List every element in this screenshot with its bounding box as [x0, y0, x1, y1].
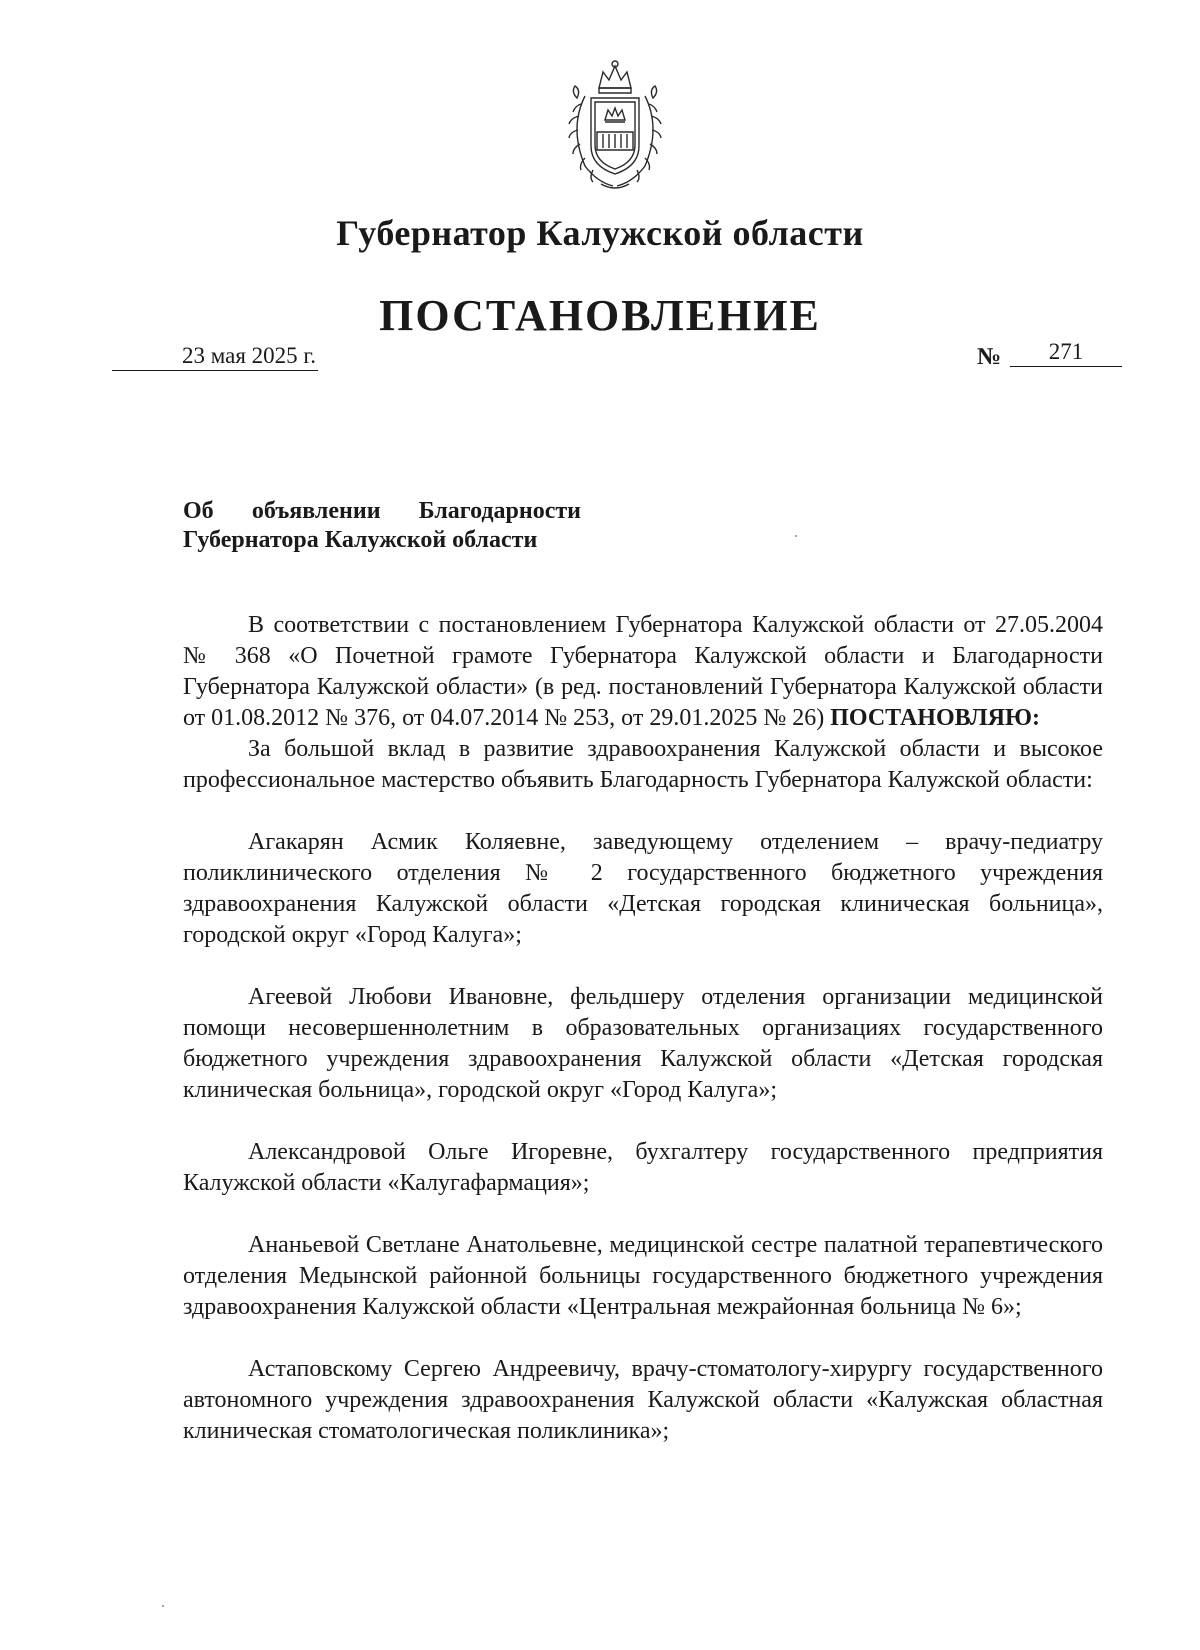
document-subject: [183, 497, 581, 555]
document-date: 23 мая 2025 г.: [112, 342, 318, 371]
intro-paragraph: За большой вклад в развитие здравоохранения Калужской области и высокое профессиональное мастерство объявить Благодарность Губернатора Калужской области:: [183, 736, 1103, 793]
scan-speck: [795, 535, 797, 537]
document-body: [183, 610, 1103, 1447]
recipient-paragraph: Астаповскому Сергею Андреевичу, врачу-стоматологу-хирургу государственного автономного учреждения здравоохранения Калужской области «Калужская областная клиническая стоматологическая поликлиника»;: [183, 1356, 1103, 1444]
recipient-paragraph: Александровой Ольге Игоревне, бухгалтеру государственного предприятия Калужской области «Калугафармация»;: [183, 1139, 1103, 1196]
document-number: 271: [1010, 338, 1122, 367]
issuing-authority: Губернатор Калужской области: [336, 213, 864, 253]
decree-word: ПОСТАНОВЛЯЮ:: [830, 705, 1040, 731]
recipient-paragraph: Агакарян Асмик Коляевне, заведующему отделением – врачу-педиатру поликлинического отделения № 2 государственного бюджетного учреждения здравоохранения Калужской области «Детская городская клиническая больница», городской округ «Город Калуга»;: [183, 829, 1103, 948]
preamble-paragraph: [183, 610, 1103, 734]
preamble-text: В соответствии с постановлением Губернатора Калужской области от 27.05.2004 № 368 «О Почетной грамоте Губернатора Калужской области и Благодарности Губернатора Калужской области» (в ред. постановлений Губернатора Калужской области от 01.08.2012 № 376, от 04.07.2014 № 253, от 29.01.2025 № 26): [183, 612, 1103, 731]
recipient-paragraph: Агеевой Любови Ивановне, фельдшеру отделения организации медицинской помощи несовершеннолетним в образовательных организациях государственного бюджетного учреждения здравоохранения Калужской области «Детская городская клиническая больница», городской округ «Город Калуга»;: [183, 984, 1103, 1103]
coat-of-arms-icon: [555, 58, 675, 194]
scan-speck: [162, 1605, 164, 1607]
subject-line-2: Губернатора Калужской области: [183, 527, 538, 553]
number-label: №: [977, 344, 1002, 370]
document-type-title: ПОСТАНОВЛЕНИЕ: [379, 291, 821, 340]
recipient-paragraph: Ананьевой Светлане Анатольевне, медицинской сестре палатной терапевтического отделения Медынской районной больницы государственного бюджетного учреждения здравоохранения Калужской области «Центральная межрайонная больница № 6»;: [183, 1232, 1103, 1320]
subject-line-1: Об объявлении Благодарности: [183, 498, 581, 524]
